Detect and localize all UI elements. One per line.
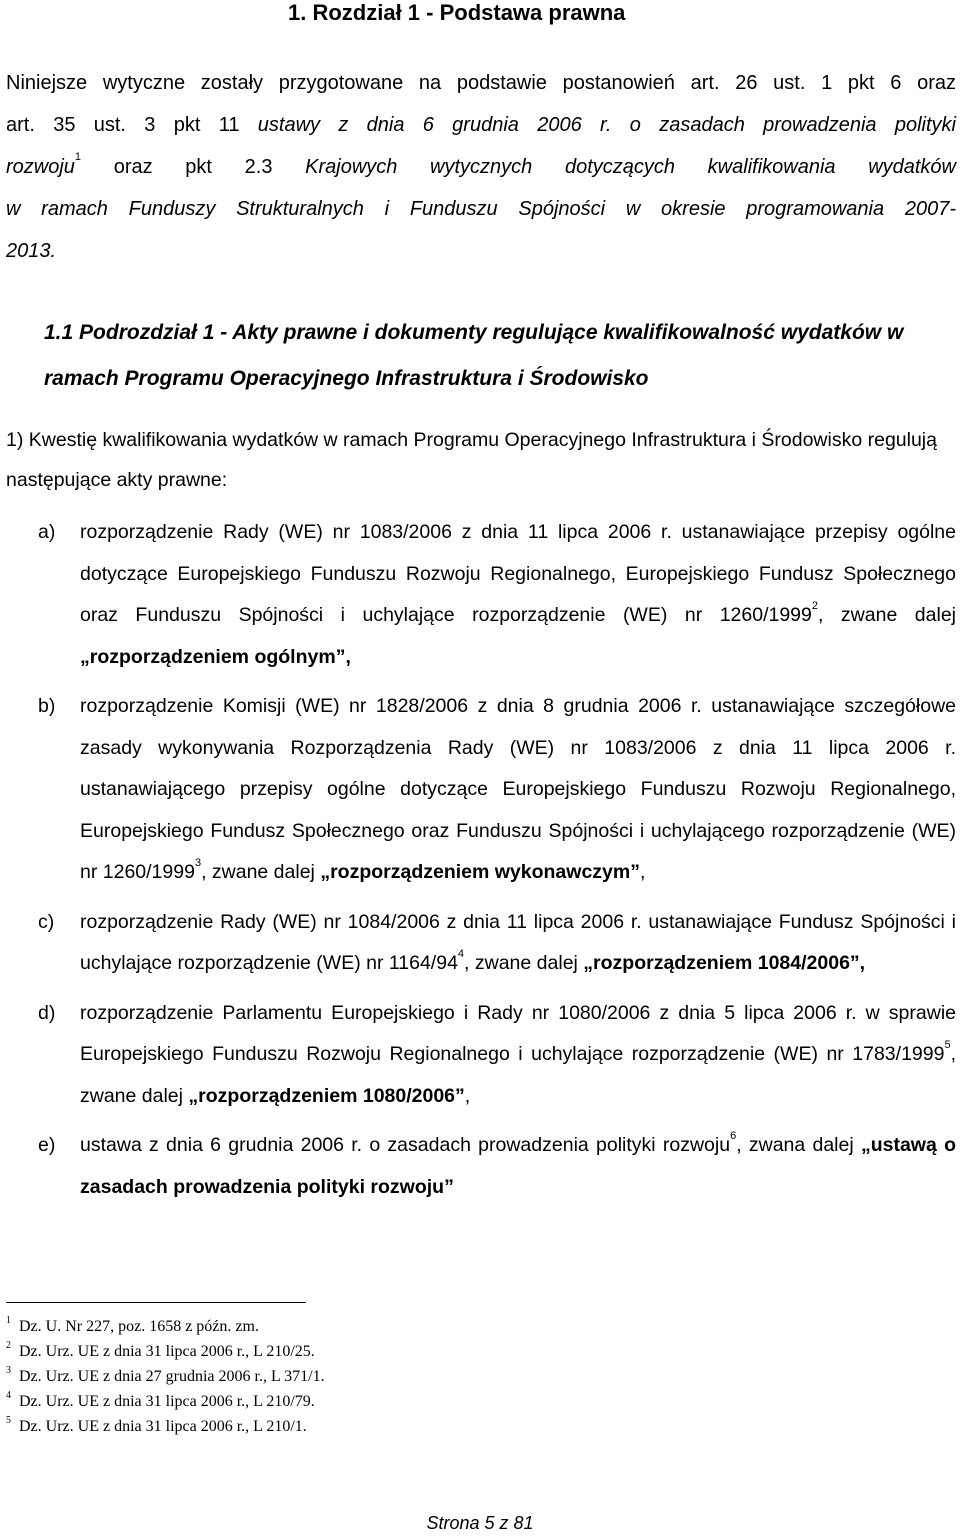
item-connector: , zwane dalej	[818, 604, 956, 626]
footnote-separator	[6, 1302, 306, 1303]
item-marker: a)	[38, 521, 56, 543]
intro-italic-text: 2013.	[6, 240, 57, 262]
item-connector: , zwane dalej	[201, 861, 321, 883]
item-body: rozporządzenie Parlamentu Europejskiego i Rady nr 1080/2006 z dnia 5 lipca 2006 r. w sprawie Europejskiego Funduszu Rozwoju Regionalnego i uchylające rozporządzenie (WE) nr 1783/1999	[80, 1001, 956, 1065]
footnote-ref: 6	[730, 1130, 737, 1142]
footnote	[6, 1314, 325, 1339]
item-tail: ,	[464, 1084, 471, 1107]
footnote-number: 2	[6, 1340, 11, 1351]
item-marker: b)	[38, 695, 56, 717]
item-tail: ,	[639, 861, 646, 883]
footnote-number: 3	[6, 1365, 11, 1376]
item-defined-term: „rozporządzeniem ogólnym”,	[80, 645, 351, 668]
footnote-ref: 3	[194, 857, 202, 869]
intro-line	[6, 230, 956, 272]
list-item	[38, 902, 956, 985]
intro-line	[6, 104, 956, 146]
intro-line	[6, 188, 956, 230]
footnote-number: 4	[6, 1390, 11, 1401]
footnotes	[6, 1314, 325, 1439]
intro-italic-text: rozwoju	[6, 156, 75, 178]
item-connector: , zwana dalej	[736, 1134, 861, 1156]
list-item	[38, 1125, 956, 1208]
footnote-text: Dz. Urz. UE z dnia 27 grudnia 2006 r., L 371/1.	[19, 1368, 325, 1385]
item-body: rozporządzenie Rady (WE) nr 1084/2006 z dnia 11 lipca 2006 r. ustanawiające Fundusz Spójności i uchylające rozporządzenie (WE) nr 1164/94	[80, 910, 956, 974]
item-body: ustawa z dnia 6 grudnia 2006 r. o zasadach prowadzenia polityki rozwoju	[80, 1134, 731, 1156]
footnote	[6, 1389, 325, 1414]
item-body: rozporządzenie Rady (WE) nr 1083/2006 z dnia 11 lipca 2006 r. ustanawiające przepisy ogólne dotyczące Europejskiego Funduszu Rozwoju Regionalnego, Europejskiego Fundusz Społecznego oraz Funduszu Spójności i uchylające rozporządzenie (WE) nr 1260/1999	[80, 521, 956, 626]
item-marker: e)	[38, 1134, 56, 1156]
list-item	[38, 993, 956, 1118]
footnote-ref: 5	[944, 1039, 951, 1051]
subchapter-heading: 1.1 Podrozdział 1 - Akty prawne i dokumenty regulujące kwalifikowalność wydatków w ramach Programu Operacyjnego Infrastruktura i Środowisko	[44, 321, 904, 390]
intro-text: oraz pkt 2.3	[81, 156, 306, 178]
list-item	[38, 512, 956, 678]
intro-line: Niniejsze wytyczne zostały przygotowane na podstawie postanowień art. 26 ust. 1 pkt 6 oraz	[6, 72, 956, 94]
intro-italic-text: Krajowych wytycznych dotyczących kwalifikowania wydatków	[305, 156, 956, 178]
footnote-text: Dz. Urz. UE z dnia 31 lipca 2006 r., L 210/79.	[19, 1393, 315, 1410]
item-connector: , zwane dalej	[464, 952, 584, 974]
footnote-number: 1	[6, 1315, 11, 1326]
footnote-number: 5	[6, 1415, 11, 1426]
item-body: rozporządzenie Komisji (WE) nr 1828/2006 z dnia 8 grudnia 2006 r. ustanawiające szczegółowe zasady wykonywania Rozporządzenia Rady (WE) nr 1083/2006 z dnia 11 lipca 2006 r. ustanawiającego przepisy ogólne dotyczące Europejskiego Funduszu Rozwoju Regionalnego, Europejskiego Fundusz Społecznego oraz Funduszu Spójności i uchylającego rozporządzenie (WE) nr 1260/1999	[80, 695, 956, 883]
footnote-text: Dz. U. Nr 227, poz. 1658 z późn. zm.	[19, 1318, 259, 1335]
list-item	[38, 686, 956, 894]
footnote	[6, 1414, 325, 1439]
footnote-ref: 2	[811, 600, 818, 612]
item-defined-term: „rozporządzeniem 1084/2006”,	[583, 952, 866, 974]
item-connector: , zwane dalej	[80, 1043, 956, 1107]
intro-paragraph	[6, 62, 956, 272]
item-defined-term: „rozporządzeniem 1080/2006”	[188, 1084, 465, 1107]
item-text	[80, 686, 956, 894]
item-text	[80, 512, 956, 678]
footnote-text: Dz. Urz. UE z dnia 31 lipca 2006 r., L 210/25.	[19, 1343, 315, 1360]
item-defined-term: „ustawą o zasadach prowadzenia polityki rozwoju”	[80, 1134, 956, 1198]
item-text	[80, 993, 956, 1118]
chapter-heading: 1. Rozdział 1 - Podstawa prawna	[288, 0, 626, 25]
item-marker: d)	[38, 1001, 56, 1024]
legal-acts-intro: 1) Kwestię kwalifikowania wydatków w ramach Programu Operacyjnego Infrastruktura i Środowisko regulują następujące akty prawne:	[6, 429, 937, 491]
footnote	[6, 1339, 325, 1364]
intro-text: art. 35 ust. 3 pkt 11	[6, 114, 258, 136]
intro-line	[6, 146, 956, 188]
item-text	[80, 1125, 956, 1208]
item-marker: c)	[38, 910, 55, 933]
intro-italic-text: w ramach Funduszy Strukturalnych i Funduszu Spójności w okresie programowania 2007-	[6, 198, 956, 220]
item-text	[80, 902, 956, 985]
footnote-text: Dz. Urz. UE z dnia 31 lipca 2006 r., L 210/1.	[19, 1418, 307, 1435]
footnote-ref: 1	[74, 151, 82, 163]
footnote-ref: 4	[457, 948, 465, 960]
page-number: Strona 5 z 81	[426, 1513, 534, 1533]
footnote	[6, 1364, 325, 1389]
legal-acts-list	[38, 512, 956, 1216]
item-defined-term: „rozporządzeniem wykonawczym”	[320, 861, 640, 883]
intro-italic-text: ustawy z dnia 6 grudnia 2006 r. o zasadach prowadzenia polityki	[257, 114, 956, 136]
